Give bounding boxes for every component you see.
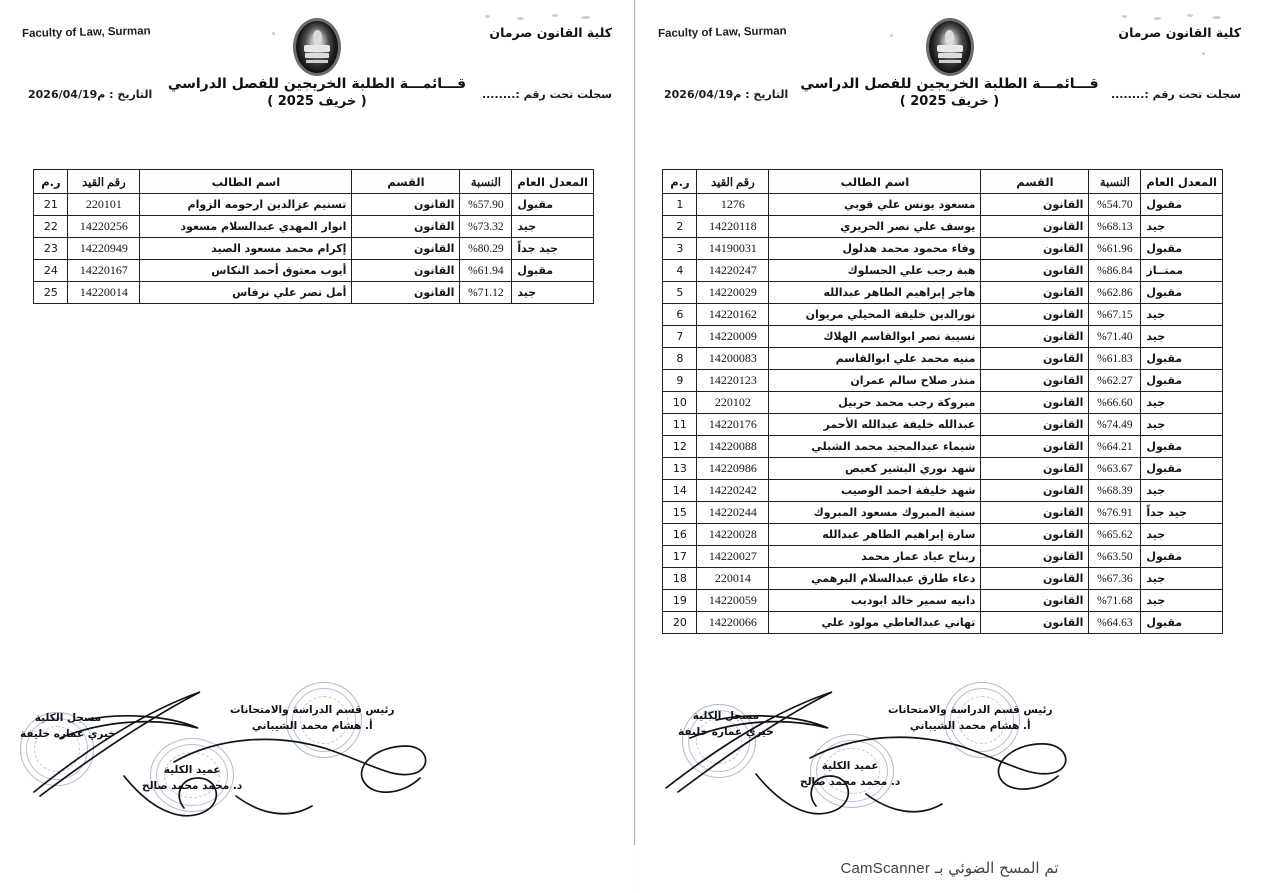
cell-department: القانون <box>981 502 1089 524</box>
cell-department: القانون <box>352 282 460 304</box>
cell-department: القانون <box>981 194 1089 216</box>
cell-registration-no: 14220167 <box>68 260 140 282</box>
scan-speck <box>485 15 490 18</box>
cell-department: القانون <box>981 260 1089 282</box>
col-serial: ر.م <box>663 170 697 194</box>
cell-student-name: إكرام محمد مسعود الصيد <box>140 238 352 260</box>
cell-student-name: دانيه سمير خالد ابوديب <box>769 590 981 612</box>
table-header-row <box>663 170 1223 194</box>
table-row <box>663 414 1223 436</box>
cell-department: القانون <box>981 568 1089 590</box>
scan-speck <box>517 17 524 20</box>
scan-speck <box>581 16 590 19</box>
cell-registration-no: 14220029 <box>697 282 769 304</box>
cell-student-name: شهد نوري البشير كعبص <box>769 458 981 480</box>
signature-dean <box>142 762 242 795</box>
table-row <box>663 502 1223 524</box>
cell-overall-grade: جيد <box>512 216 594 238</box>
cell-department: القانون <box>981 414 1089 436</box>
cell-overall-grade: مقبول <box>512 260 594 282</box>
cell-student-name: سارة إبراهيم الطاهر عبدالله <box>769 524 981 546</box>
signature-area-right <box>660 690 1239 850</box>
cell-serial: 20 <box>663 612 697 634</box>
document-date <box>28 88 152 101</box>
table-row <box>663 348 1223 370</box>
cell-registration-no: 14220028 <box>697 524 769 546</box>
camscanner-watermark <box>636 859 1263 877</box>
cell-serial: 16 <box>663 524 697 546</box>
cell-percentage: %63.50 <box>1089 546 1141 568</box>
cell-percentage: %57.90 <box>460 194 512 216</box>
scan-speck <box>1154 17 1161 20</box>
cell-registration-no: 220101 <box>68 194 140 216</box>
document-title-line1: قـــائمـــة الطلبة الخريجين للفصل الدراسي <box>800 76 1099 92</box>
cell-serial: 23 <box>34 238 68 260</box>
table-header-row <box>34 170 594 194</box>
signature-name: خيري عماره خليفة <box>20 728 116 741</box>
scan-speck <box>272 32 275 35</box>
signature-head-of-studies <box>230 702 395 735</box>
cell-overall-grade: جيد <box>1141 480 1223 502</box>
signature-name: خيري عماره خليفة <box>678 726 774 739</box>
cell-student-name: دعاء طارق عبدالسلام البرهمي <box>769 568 981 590</box>
document-title <box>168 76 466 109</box>
scan-speck <box>1122 15 1127 18</box>
cell-registration-no: 14220949 <box>68 238 140 260</box>
cell-serial: 21 <box>34 194 68 216</box>
cell-overall-grade: جيد <box>1141 414 1223 436</box>
cell-serial: 14 <box>663 480 697 502</box>
date-value: 2026/04/19م <box>664 88 742 101</box>
camscanner-prefix: تم المسح الضوئي بـ <box>934 859 1059 877</box>
document-title <box>800 76 1098 109</box>
cell-percentage: %65.62 <box>1089 524 1141 546</box>
scanned-page-right <box>636 0 1263 893</box>
cell-overall-grade: جيد <box>1141 326 1223 348</box>
signature-role: رئيس قسم الدراسة والامتحانات <box>230 704 395 716</box>
date-label: التاريخ : <box>745 88 789 101</box>
cell-overall-grade: مقبول <box>1141 282 1223 304</box>
cell-registration-no: 14220009 <box>697 326 769 348</box>
cell-percentage: %66.60 <box>1089 392 1141 414</box>
cell-serial: 17 <box>663 546 697 568</box>
cell-department: القانون <box>981 216 1089 238</box>
cell-registration-no: 14200083 <box>697 348 769 370</box>
cell-student-name: نسيبة نصر ابوالقاسم الهلاك <box>769 326 981 348</box>
cell-overall-grade: مقبول <box>1141 436 1223 458</box>
cell-department: القانون <box>981 612 1089 634</box>
table-row <box>663 194 1223 216</box>
cell-serial: 15 <box>663 502 697 524</box>
cell-registration-no: 14220014 <box>68 282 140 304</box>
cell-student-name: منذر صلاح سالم عمران <box>769 370 981 392</box>
col-registration-no: رقم القيد <box>697 170 769 194</box>
cell-serial: 24 <box>34 260 68 282</box>
cell-percentage: %71.12 <box>460 282 512 304</box>
cell-overall-grade: مقبول <box>1141 348 1223 370</box>
cell-department: القانون <box>981 458 1089 480</box>
cell-department: القانون <box>981 326 1089 348</box>
cell-serial: 12 <box>663 436 697 458</box>
cell-student-name: أيوب معتوق أحمد النكاس <box>140 260 352 282</box>
cell-serial: 1 <box>663 194 697 216</box>
table-row <box>663 436 1223 458</box>
cell-serial: 6 <box>663 304 697 326</box>
cell-overall-grade: جيد <box>1141 568 1223 590</box>
cell-overall-grade: جيد <box>1141 524 1223 546</box>
cell-registration-no: 14220162 <box>697 304 769 326</box>
table-row <box>663 216 1223 238</box>
cell-registration-no: 14220123 <box>697 370 769 392</box>
cell-percentage: %68.39 <box>1089 480 1141 502</box>
page-header-right <box>650 10 1249 132</box>
cell-department: القانون <box>981 524 1089 546</box>
university-emblem-icon <box>926 18 974 76</box>
table-row <box>34 238 594 260</box>
cell-student-name: ربناح عياد عمار محمد <box>769 546 981 568</box>
date-value: 2026/04/19م <box>28 88 106 101</box>
signature-name: أ. هشام محمد الشيباني <box>251 720 373 733</box>
faculty-name-arabic: كلية القانون صرمان <box>1118 25 1241 40</box>
table-row <box>663 480 1223 502</box>
col-department: القسم <box>981 170 1089 194</box>
document-title-line1: قـــائمـــة الطلبة الخريجين للفصل الدراسي <box>167 76 467 92</box>
col-student-name: اسم الطالب <box>140 170 352 194</box>
cell-overall-grade: جيد <box>1141 304 1223 326</box>
cell-percentage: %86.84 <box>1089 260 1141 282</box>
signature-dean <box>800 758 900 791</box>
table-row <box>663 326 1223 348</box>
table-row <box>663 590 1223 612</box>
signature-role: رئيس قسم الدراسة والامتحانات <box>888 704 1053 716</box>
cell-registration-no: 14220176 <box>697 414 769 436</box>
scan-speck <box>552 14 558 17</box>
cell-overall-grade: جيد جداً <box>1141 502 1223 524</box>
cell-student-name: وفاء محمود محمد هدلول <box>769 238 981 260</box>
cell-overall-grade: مقبول <box>512 194 594 216</box>
cell-student-name: منيه محمد علي ابوالقاسم <box>769 348 981 370</box>
scan-speck <box>890 34 893 37</box>
table-body-right <box>663 194 1223 634</box>
cell-overall-grade: مقبول <box>1141 612 1223 634</box>
cell-registration-no: 1276 <box>697 194 769 216</box>
cell-overall-grade: مقبول <box>1141 546 1223 568</box>
cell-registration-no: 14220118 <box>697 216 769 238</box>
cell-serial: 2 <box>663 216 697 238</box>
cell-percentage: %71.40 <box>1089 326 1141 348</box>
faculty-name-english: Faculty of Law, Surman <box>21 25 151 40</box>
cell-department: القانون <box>981 304 1089 326</box>
cell-overall-grade: مقبول <box>1141 238 1223 260</box>
faculty-name-arabic-block <box>1118 24 1241 43</box>
faculty-name-english-block <box>657 25 787 40</box>
table-row <box>663 238 1223 260</box>
table-row <box>663 612 1223 634</box>
cell-percentage: %71.68 <box>1089 590 1141 612</box>
cell-percentage: %67.36 <box>1089 568 1141 590</box>
signature-role: عميد الكلية <box>821 760 879 772</box>
cell-serial: 19 <box>663 590 697 612</box>
table-row <box>663 282 1223 304</box>
date-label: التاريخ : <box>109 88 153 101</box>
table-row <box>663 260 1223 282</box>
cell-percentage: %64.63 <box>1089 612 1141 634</box>
cell-student-name: نورالدين خليفة المحيلي مريوان <box>769 304 981 326</box>
faculty-name-arabic: كلية القانون صرمان <box>489 25 612 40</box>
cell-percentage: %54.70 <box>1089 194 1141 216</box>
table-row <box>34 260 594 282</box>
cell-percentage: %73.32 <box>460 216 512 238</box>
cell-overall-grade: ممتــاز <box>1141 260 1223 282</box>
cell-serial: 5 <box>663 282 697 304</box>
cell-department: القانون <box>981 436 1089 458</box>
camscanner-brand: CamScanner <box>840 860 931 877</box>
cell-registration-no: 14220088 <box>697 436 769 458</box>
graduates-table-left <box>33 169 594 304</box>
cell-student-name: يوسف علي نصر الحريري <box>769 216 981 238</box>
cell-student-name: هبة رجب علي الحسلوك <box>769 260 981 282</box>
cell-percentage: %76.91 <box>1089 502 1141 524</box>
table-row <box>663 546 1223 568</box>
table-row <box>663 304 1223 326</box>
signature-role: مسجل الكلية <box>692 710 760 722</box>
cell-department: القانون <box>981 282 1089 304</box>
col-overall-grade: المعدل العام <box>1141 170 1223 194</box>
cell-serial: 18 <box>663 568 697 590</box>
cell-percentage: %61.83 <box>1089 348 1141 370</box>
col-serial: ر.م <box>34 170 68 194</box>
cell-percentage: %61.96 <box>1089 238 1141 260</box>
signature-name: د. محمد محمد صالح <box>142 780 243 793</box>
faculty-name-english: Faculty of Law, Surman <box>657 25 787 40</box>
signature-role: مسجل الكلية <box>34 712 102 724</box>
cell-overall-grade: جيد <box>1141 590 1223 612</box>
faculty-name-english-block <box>21 25 151 40</box>
cell-registration-no: 14220247 <box>697 260 769 282</box>
page-header-left <box>14 10 620 132</box>
col-student-name: اسم الطالب <box>769 170 981 194</box>
cell-department: القانون <box>981 546 1089 568</box>
table-row <box>663 524 1223 546</box>
cell-serial: 25 <box>34 282 68 304</box>
faculty-name-arabic-block <box>489 24 612 43</box>
cell-registration-no: 14190031 <box>697 238 769 260</box>
cell-department: القانون <box>981 238 1089 260</box>
cell-student-name: مبروكة رجب محمد حربيل <box>769 392 981 414</box>
col-registration-no: رقم القيد <box>68 170 140 194</box>
table-body-left <box>34 194 594 304</box>
signature-name: د. محمد محمد صالح <box>800 776 901 789</box>
col-department: القسم <box>352 170 460 194</box>
cell-percentage: %61.94 <box>460 260 512 282</box>
col-overall-grade: المعدل العام <box>512 170 594 194</box>
cell-department: القانون <box>981 370 1089 392</box>
signature-name: أ. هشام محمد الشيباني <box>909 720 1031 733</box>
signature-role: عميد الكلية <box>163 764 221 776</box>
cell-student-name: عبدالله خليفة عبدالله الأحمر <box>769 414 981 436</box>
cell-overall-grade: جيد <box>1141 216 1223 238</box>
cell-department: القانون <box>981 392 1089 414</box>
cell-registration-no: 14220244 <box>697 502 769 524</box>
cell-serial: 22 <box>34 216 68 238</box>
document-title-line2: ( خريف 2025 ) <box>267 94 367 109</box>
cell-student-name: انوار المهدي عبدالسلام مسعود <box>140 216 352 238</box>
signature-registrar <box>678 708 774 741</box>
cell-percentage: %74.49 <box>1089 414 1141 436</box>
cell-serial: 8 <box>663 348 697 370</box>
cell-overall-grade: مقبول <box>1141 370 1223 392</box>
cell-overall-grade: جيد <box>512 282 594 304</box>
cell-department: القانون <box>981 348 1089 370</box>
registered-under-number: سجلت تحت رقم :........ <box>1110 88 1241 101</box>
cell-percentage: %64.21 <box>1089 436 1141 458</box>
cell-registration-no: 14220027 <box>697 546 769 568</box>
cell-serial: 9 <box>663 370 697 392</box>
cell-registration-no: 14220066 <box>697 612 769 634</box>
table-row <box>34 282 594 304</box>
cell-percentage: %80.29 <box>460 238 512 260</box>
cell-percentage: %63.67 <box>1089 458 1141 480</box>
cell-registration-no: 14220242 <box>697 480 769 502</box>
graduates-table-right <box>662 169 1223 634</box>
registered-under-number: سجلت تحت رقم :........ <box>481 88 612 101</box>
cell-registration-no: 14220256 <box>68 216 140 238</box>
scan-speck <box>1202 52 1205 55</box>
cell-overall-grade: جيد جداً <box>512 238 594 260</box>
scan-speck <box>1212 16 1221 19</box>
table-row <box>663 458 1223 480</box>
cell-overall-grade: جيد <box>1141 392 1223 414</box>
cell-percentage: %62.27 <box>1089 370 1141 392</box>
cell-registration-no: 220102 <box>697 392 769 414</box>
cell-student-name: أمل نصر علي نرفاس <box>140 282 352 304</box>
cell-percentage: %62.86 <box>1089 282 1141 304</box>
cell-department: القانون <box>981 480 1089 502</box>
table-row <box>663 392 1223 414</box>
cell-registration-no: 220014 <box>697 568 769 590</box>
table-row <box>663 568 1223 590</box>
table-row <box>663 370 1223 392</box>
col-percentage: النسبة <box>1089 170 1141 194</box>
cell-student-name: هاجر إبراهيم الطاهر عبدالله <box>769 282 981 304</box>
table-row <box>34 216 594 238</box>
cell-serial: 10 <box>663 392 697 414</box>
cell-serial: 13 <box>663 458 697 480</box>
cell-department: القانون <box>352 260 460 282</box>
col-percentage: النسبة <box>460 170 512 194</box>
cell-serial: 11 <box>663 414 697 436</box>
cell-percentage: %68.13 <box>1089 216 1141 238</box>
cell-overall-grade: مقبول <box>1141 458 1223 480</box>
document-date <box>664 88 788 101</box>
signature-head-of-studies <box>888 702 1053 735</box>
signature-area-left <box>20 690 610 850</box>
cell-registration-no: 14220986 <box>697 458 769 480</box>
cell-serial: 4 <box>663 260 697 282</box>
cell-serial: 7 <box>663 326 697 348</box>
signature-registrar <box>20 710 116 743</box>
cell-department: القانون <box>352 238 460 260</box>
cell-student-name: شيماء عبدالمجيد محمد الشبلي <box>769 436 981 458</box>
cell-registration-no: 14220059 <box>697 590 769 612</box>
cell-serial: 3 <box>663 238 697 260</box>
cell-overall-grade: مقبول <box>1141 194 1223 216</box>
cell-department: القانون <box>352 194 460 216</box>
cell-student-name: مسعود يونس علي قوبي <box>769 194 981 216</box>
scan-speck <box>1187 14 1193 17</box>
cell-percentage: %67.15 <box>1089 304 1141 326</box>
cell-student-name: سنية المبروك مسعود المبروك <box>769 502 981 524</box>
cell-department: القانون <box>981 590 1089 612</box>
university-emblem-icon <box>293 18 341 76</box>
cell-student-name: تهاني عبدالعاطي مولود علي <box>769 612 981 634</box>
document-title-line2: ( خريف 2025 ) <box>899 94 1000 109</box>
cell-department: القانون <box>352 216 460 238</box>
table-row <box>34 194 594 216</box>
cell-student-name: تسنيم عزالدين ارحومه الزوام <box>140 194 352 216</box>
cell-student-name: شهد خليفة احمد الوصيب <box>769 480 981 502</box>
